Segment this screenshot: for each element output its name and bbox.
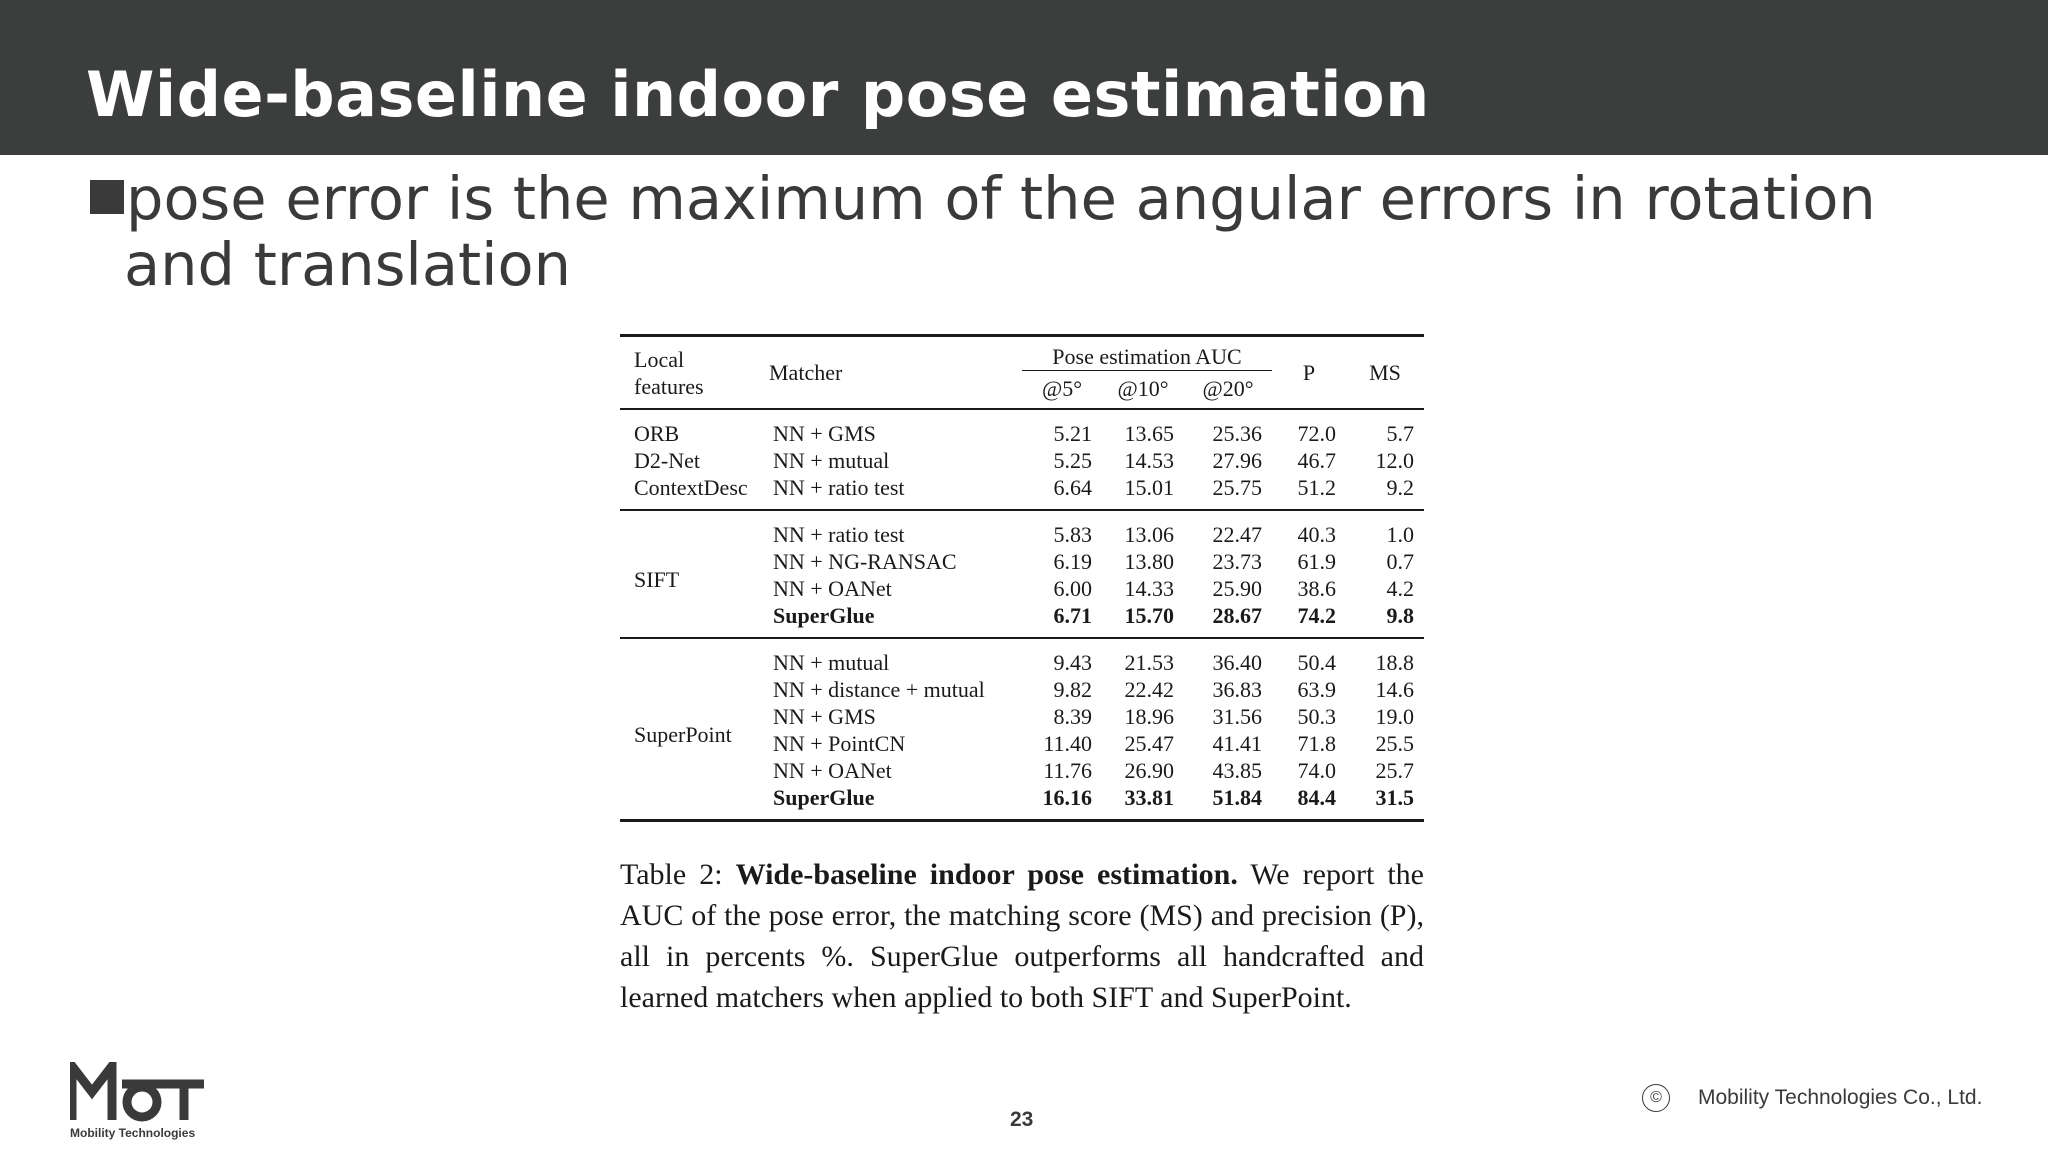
caption-body: We report the AUC of the pose error, the matching score (MS) and precision (P), all in percents %. SuperGlue outperforms all handcrafted and learned matchers when applied to both SIFT and SuperPoint. xyxy=(620,858,1424,1014)
logo-subtext: Mobility Technologies xyxy=(70,1126,196,1140)
page-number: 23 xyxy=(1010,1108,1034,1131)
square-bullet-icon xyxy=(90,180,124,214)
caption-label: Table 2: xyxy=(620,858,723,891)
table-row: SuperPoint NN + mutual 9.43 21.53 36.40 50.4 18.8 xyxy=(620,638,1424,676)
header-matcher: Matcher xyxy=(769,336,1022,410)
table-caption xyxy=(620,854,1424,1018)
copyright-notice xyxy=(1642,1084,1982,1112)
header-p: P xyxy=(1272,336,1346,410)
paper-excerpt xyxy=(620,334,1424,1018)
copyright-icon: © xyxy=(1642,1084,1670,1112)
header-pose-auc: Pose estimation AUC xyxy=(1022,336,1272,371)
bullet-point xyxy=(90,166,1990,298)
feature-superpoint: SuperPoint xyxy=(620,638,769,821)
table-row: NN + distance + mutual 9.82 22.42 36.83 63.9 14.6 xyxy=(773,677,1414,702)
table-row: NN + OANet 6.00 14.33 25.90 38.6 4.2 xyxy=(773,576,1414,601)
table-row-superglue: SuperGlue 16.16 33.81 51.84 84.4 31.5 xyxy=(620,784,1424,821)
header-local-features: Local features xyxy=(620,336,769,410)
bullet-text-line1: pose error is the maximum of the angular errors in rotation xyxy=(126,164,1876,233)
table-row: NN + OANet 11.76 26.90 43.85 74.0 25.7 xyxy=(773,758,1414,783)
header-at5: @5° xyxy=(1041,376,1083,401)
table-row: ContextDesc NN + ratio test 6.64 15.01 25.75 51.2 9.2 xyxy=(620,474,1424,510)
bullet-text-line2: and translation xyxy=(124,230,571,299)
table-row: D2-Net NN + mutual 5.25 14.53 27.96 46.7 12.0 xyxy=(634,448,1414,473)
table-row: NN + PointCN 11.40 25.47 41.41 71.8 25.5 xyxy=(773,731,1414,756)
table-row: NN + NG-RANSAC 6.19 13.80 23.73 61.9 0.7 xyxy=(773,549,1414,574)
copyright-text: Mobility Technologies Co., Ltd. xyxy=(1698,1086,1983,1109)
table-row: ORB NN + GMS 5.21 13.65 25.36 72.0 5.7 xyxy=(634,421,1414,446)
table-row: NN + GMS 8.39 18.96 31.56 50.3 19.0 xyxy=(773,704,1414,729)
header-at10: @10° xyxy=(1117,376,1169,401)
header-at20: @20° xyxy=(1202,376,1254,401)
table-row-superglue: SuperGlue 6.71 15.70 28.67 74.2 9.8 xyxy=(620,602,1424,638)
caption-title: Wide-baseline indoor pose estimation. xyxy=(735,858,1238,891)
feature-sift: SIFT xyxy=(620,510,769,638)
slide-header xyxy=(0,0,2048,155)
results-table xyxy=(620,334,1424,822)
slide-title: Wide-baseline indoor pose estimation xyxy=(86,58,1430,131)
header-ms: MS xyxy=(1346,336,1424,410)
table-row: SIFT NN + ratio test 5.83 13.06 22.47 40.3 1.0 xyxy=(620,510,1424,548)
